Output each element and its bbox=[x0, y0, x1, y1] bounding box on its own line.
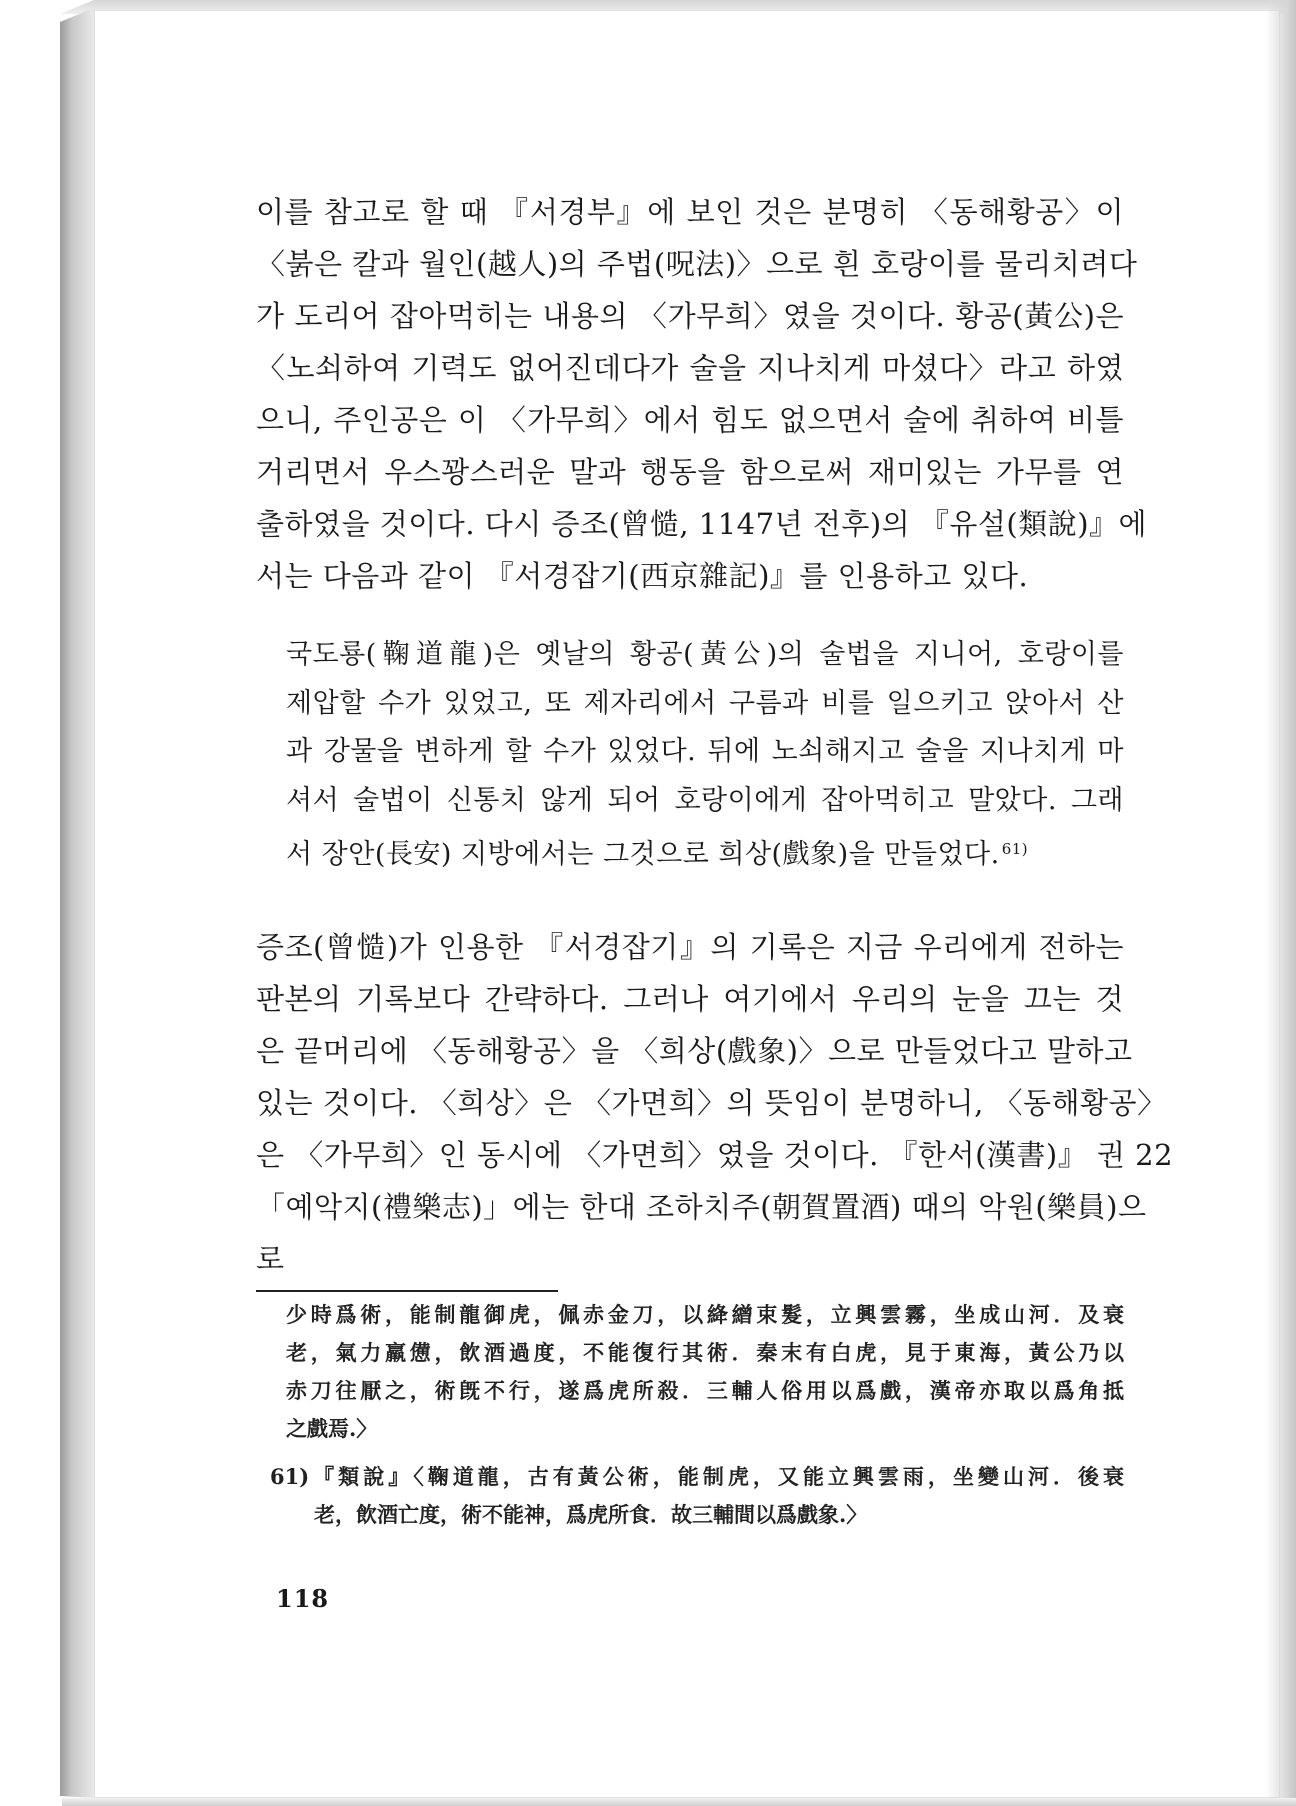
body-paragraph-1 bbox=[256, 186, 1148, 602]
text-line: 은 끝머리에 〈동해황공〉을 〈희상(戲象)〉으로 만들었다고 말하고 bbox=[256, 1034, 1133, 1068]
text-line: 가 도리어 잡아먹히는 내용의 〈가무희〉였을 것이다. 황공(黃公)은 bbox=[256, 299, 1124, 333]
text-line: 으니, 주인공은 이 〈가무희〉에서 힘도 없으면서 술에 취하여 비틀 bbox=[256, 403, 1124, 437]
footnote-line: 老，氣力羸憊，飲酒過度，不能復行其術．秦末有白虎，見于東海，黃公乃以 bbox=[286, 1340, 1124, 1365]
text-line: 증조(曾慥)가 인용한 『서경잡기』의 기록은 지금 우리에게 전하는 bbox=[256, 930, 1124, 964]
quote-line: 셔서 술법이 신통치 않게 되어 호랑이에게 잡아먹히고 말았다. 그래 bbox=[286, 784, 1124, 816]
quote-line-last bbox=[286, 825, 1124, 880]
footnote-line: 少時爲術，能制龍御虎，佩赤金刀，以絳繒束髮，立興雲霧，坐成山河．及衰 bbox=[286, 1302, 1124, 1327]
text-line: 은 〈가무희〉인 동시에 〈가면희〉였을 것이다. 『한서(漢書)』 권 22 bbox=[256, 1138, 1174, 1172]
footnote-line: 之戲焉.〉 bbox=[286, 1416, 378, 1441]
footnote-line: 61)『類說』〈鞠道龍，古有黃公術，能制虎，又能立興雲雨，坐變山河．後衰 bbox=[270, 1464, 1124, 1489]
text-line: 로 bbox=[256, 1242, 285, 1276]
quote-line-text: 서 장안(長安) 지방에서는 그것으로 희상(戲象)을 만들었다. bbox=[286, 839, 1000, 870]
text-line: 판본의 기록보다 간략하다. 그러나 여기에서 우리의 눈을 끄는 것 bbox=[256, 982, 1124, 1016]
footnote-61 bbox=[270, 1458, 1124, 1534]
text-line: 이를 참고로 할 때 『서경부』에 보인 것은 분명히 〈동해황공〉이 bbox=[256, 195, 1124, 229]
page-number: 118 bbox=[276, 1584, 330, 1613]
text-line: 출하였을 것이다. 다시 증조(曾慥, 1147년 전후)의 『유설(類說)』에 bbox=[256, 507, 1148, 541]
page-shadow-bottom bbox=[62, 1798, 1296, 1806]
body-paragraph-2 bbox=[256, 921, 1174, 1285]
quote-line: 제압할 수가 있었고, 또 제자리에서 구름과 비를 일으키고 앉아서 산 bbox=[286, 687, 1124, 719]
text-line: 〈붉은 칼과 월인(越人)의 주법(呪法)〉으로 흰 호랑이를 물리치려다 bbox=[256, 247, 1138, 281]
block-quote bbox=[286, 631, 1124, 880]
footnote-line: 老，飲酒亡度，術不能神，爲虎所食．故三輔間以爲戲象.〉 bbox=[314, 1502, 868, 1527]
quote-line: 국도룡(鞠道龍)은 옛날의 황공(黃公)의 술법을 지니어, 호랑이를 bbox=[286, 639, 1124, 670]
footnote-separator bbox=[256, 1290, 558, 1292]
text-line: 거리면서 우스꽝스러운 말과 행동을 함으로써 재미있는 가무를 연 bbox=[256, 455, 1124, 489]
text-line: 〈노쇠하여 기력도 없어진데다가 술을 지나치게 마셨다〉라고 하였 bbox=[256, 351, 1124, 385]
text-line: 서는 다음과 같이 『서경잡기(西京雜記)』를 인용하고 있다. bbox=[256, 559, 1029, 593]
footnote-line: 赤刀往厭之，術旣不行，遂爲虎所殺．三輔人俗用以爲戲，漢帝亦取以爲角抵 bbox=[286, 1378, 1124, 1403]
text-line: 「예악지(禮樂志)」에는 한대 조하치주(朝賀置酒) 때의 악원(樂員)으 bbox=[256, 1190, 1147, 1224]
footnote-reference[interactable]: 61) bbox=[1001, 840, 1029, 858]
quote-line: 과 강물을 변하게 할 수가 있었다. 뒤에 노쇠해지고 술을 지나치게 마 bbox=[286, 736, 1124, 767]
page-stack-left-edge bbox=[60, 8, 94, 1798]
page-shadow-right bbox=[1266, 0, 1296, 1806]
text-line: 있는 것이다. 〈희상〉은 〈가면희〉의 뜻임이 분명하니, 〈동해황공〉 bbox=[256, 1086, 1167, 1120]
footnote-continued bbox=[286, 1296, 1124, 1448]
